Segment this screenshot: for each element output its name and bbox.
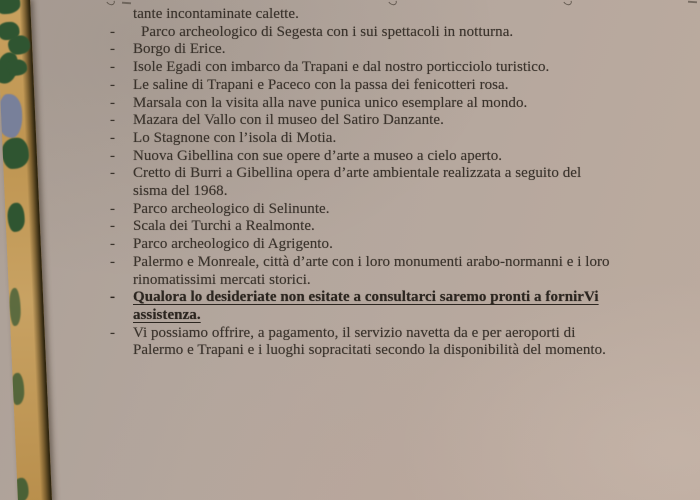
list-item-text: Lo Stagnone con l’isola di Motia. <box>133 129 337 146</box>
cropped-letter-fragment <box>688 1 697 4</box>
green-paint-blob <box>7 59 28 76</box>
green-paint-blob <box>7 202 25 232</box>
list-item-text: Isole Egadi con imbarco da Trapani e dal nostro porticciolo turistico. <box>133 59 550 76</box>
list-item-text: Marsala con la visita alla nave punica unico esemplare al mondo. <box>133 94 528 111</box>
list-item <box>110 218 686 236</box>
dash-bullet: - <box>110 218 116 235</box>
dash-bullet: - <box>110 236 116 253</box>
painted-edge-background <box>0 0 52 500</box>
list-item-text: Vi possiamo offrire, a pagamento, il servizio navetta da e per aeroporti di Palermo e Trapani e i luoghi sopracitati secondo la disponibilità del momento. <box>133 324 606 359</box>
list-item-text: Nuova Gibellina con sue opere d’arte a museo a cielo aperto. <box>133 147 503 164</box>
dash-bullet: - <box>110 147 116 164</box>
list-item-text: Cretto di Burri a Gibellina opera d’arte ambientale realizzata a seguito del sisma del 1968. <box>133 165 582 200</box>
list-item-text: Parco archeologico di Selinunte. <box>133 200 330 217</box>
green-paint-blob <box>9 288 22 326</box>
paragraph-continuation-line: tante incontaminate calette. <box>133 6 299 22</box>
list-item <box>110 289 686 324</box>
list-item <box>110 23 686 42</box>
list-item <box>110 112 686 130</box>
document-text <box>110 6 686 360</box>
list-item <box>110 129 686 148</box>
list-item <box>110 94 686 113</box>
green-paint-blob <box>13 478 29 500</box>
list-item-text: Qualora lo desideriate non esitate a consultarci saremo pronti a fornirVi assistenza. <box>133 289 599 323</box>
dash-bullet: - <box>110 23 116 40</box>
list-item-text: Palermo e Monreale, città d’arte con i loro monumenti arabo-normanni e i loro rinomatissimi mercati storici. <box>133 253 610 288</box>
list-item <box>110 76 686 95</box>
list-item <box>110 236 686 254</box>
list-item <box>110 200 686 219</box>
dash-bullet: - <box>110 129 116 146</box>
bullet-list <box>110 23 686 360</box>
dash-bullet: - <box>110 324 116 341</box>
list-item-text: Le saline di Trapani e Paceco con la passa dei fenicotteri rosa. <box>133 76 509 93</box>
list-item-text: Borgo di Erice. <box>133 41 226 58</box>
list-item <box>110 253 686 289</box>
list-item-text: Scala dei Turchi a Realmonte. <box>133 218 315 235</box>
dash-bullet: - <box>110 41 116 58</box>
dash-bullet: - <box>110 112 116 129</box>
green-paint-blob <box>0 0 21 15</box>
cropped-letter-fragment <box>105 0 116 7</box>
list-item <box>110 41 686 59</box>
dash-bullet: - <box>110 253 116 270</box>
dash-bullet: - <box>110 94 116 111</box>
blue-paint-blob <box>0 93 23 138</box>
list-item-text: Parco archeologico di Segesta con i sui spettacoli in notturna. <box>141 23 514 40</box>
list-item <box>110 165 686 200</box>
list-item <box>110 147 686 166</box>
list-item <box>110 59 686 77</box>
dash-bullet: - <box>110 289 116 306</box>
dash-bullet: - <box>110 165 116 182</box>
green-paint-blob <box>10 373 24 406</box>
list-item-text: Mazara del Vallo con il museo del Satiro Danzante. <box>133 112 444 129</box>
list-item <box>110 324 686 360</box>
dash-bullet: - <box>110 76 116 93</box>
list-item-text: Parco archeologico di Agrigento. <box>133 236 333 253</box>
cropped-letter-fragment <box>122 2 131 5</box>
green-paint-blob <box>1 137 29 169</box>
dash-bullet: - <box>110 59 116 76</box>
dash-bullet: - <box>110 200 116 217</box>
